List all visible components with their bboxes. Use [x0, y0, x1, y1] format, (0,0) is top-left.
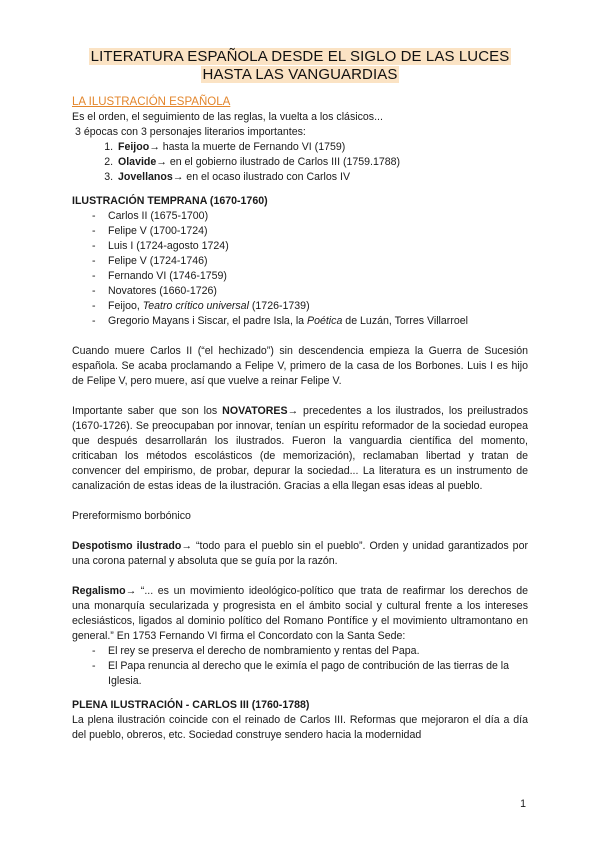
temprana-list [72, 209, 528, 329]
epocas-list [72, 140, 528, 185]
list-item: - Luis I (1724-agosto 1724) [92, 239, 528, 254]
paragraph-novatores: Importante saber que son los NOVATORES→ precedentes a los ilustrados, los preilustrados (1670-1726). Se preocupaban por innovar, tenían un espíritu reformador de la sociedad europea que después desarrollarán los ilustrados. Fueron la vanguardia científica del momento, criticaban los métodos escolásticos (de memorización), reclamaban libertad y tratan de convencer del empirismo, de probar, depurar la sociedad... La literatura es un instrumento de canalización de estas ideas de la ilustración. Gracias a ella llegan esas ideas al pueblo. [72, 405, 528, 492]
list-item: - Felipe V (1700-1724) [92, 224, 528, 239]
section-heading-temprana: ILUSTRACIÓN TEMPRANA (1670-1760) [72, 195, 268, 207]
list-item: 2. Olavide→ en el gobierno ilustrado de Carlos III (1759.1788) [116, 155, 528, 170]
title-line-2: HASTA LAS VANGUARDIAS [202, 66, 398, 83]
list-item: 1. Feijoo→ hasta la muerte de Fernando VI (1759) [116, 140, 528, 155]
paragraph-carlos-ii: Cuando muere Carlos II (“el hechizado”) sin descendencia empieza la Guerra de Sucesión española. Se acaba proclamando a Felipe V, primero de la casa de los Borbones. Luis I es hijo de Felipe V, pero muere, así que vuelve a reinar Felipe V. [72, 345, 528, 387]
list-item: - Gregorio Mayans i Siscar, el padre Isla, la Poética de Luzán, Torres Villarroel [92, 314, 528, 329]
intro-line: Es el orden, el seguimiento de las reglas, la vuelta a los clásicos... [72, 111, 383, 123]
title-line-1: LITERATURA ESPAÑOLA DESDE EL SIGLO DE LAS LUCES [90, 48, 510, 65]
document-body [72, 95, 528, 743]
section-heading-ilustracion: LA ILUSTRACIÓN ESPAÑOLA [72, 96, 231, 108]
paragraph-prereformismo: Prereformismo borbónico [72, 510, 191, 522]
paragraph-plena: La plena ilustración coincide con el reinado de Carlos III. Reformas que mejoraron el día a día del pueblo, obreros, etc. Sociedad construye sendero hacia la modernidad [72, 714, 528, 741]
list-item: - Fernando VI (1746-1759) [92, 269, 528, 284]
regalismo-list [72, 644, 528, 689]
list-item: - Novatores (1660-1726) [92, 284, 528, 299]
intro-line-epocas: 3 épocas con 3 personajes literarios importantes: [75, 126, 306, 138]
list-item: 3. Jovellanos→ en el ocaso ilustrado con Carlos IV [116, 170, 528, 185]
paragraph-despotismo: Despotismo ilustrado→ “todo para el pueblo sin el pueblo”. Orden y unidad garantizados por una corona paternal y absoluta que se guía por la razón. [72, 540, 528, 567]
list-item: - El Papa renuncia al derecho que le eximía el pago de contribución de las tierras de la Iglesia. [92, 659, 528, 689]
paragraph-regalismo: Regalismo→ “... es un movimiento ideológico-político que trata de reafirmar los derechos de una monarquía secularizada y progresista en el ámbito social y cultural frente a los intereses eclesiásticos, ligados al dominio político del Romano Pontífice y el movimiento ultramontano en general.” En 1753 Fernando VI firma el Concordato con la Santa Sede: [72, 585, 528, 642]
page-number: 1 [520, 798, 526, 810]
document-title [70, 48, 530, 84]
section-heading-plena: PLENA ILUSTRACIÓN - CARLOS III (1760-1788) [72, 699, 310, 711]
list-item: - Carlos II (1675-1700) [92, 209, 528, 224]
list-item: - El rey se preserva el derecho de nombramiento y rentas del Papa. [92, 644, 528, 659]
list-item: - Felipe V (1724-1746) [92, 254, 528, 269]
list-item: - Feijoo, Teatro crítico universal (1726-1739) [92, 299, 528, 314]
